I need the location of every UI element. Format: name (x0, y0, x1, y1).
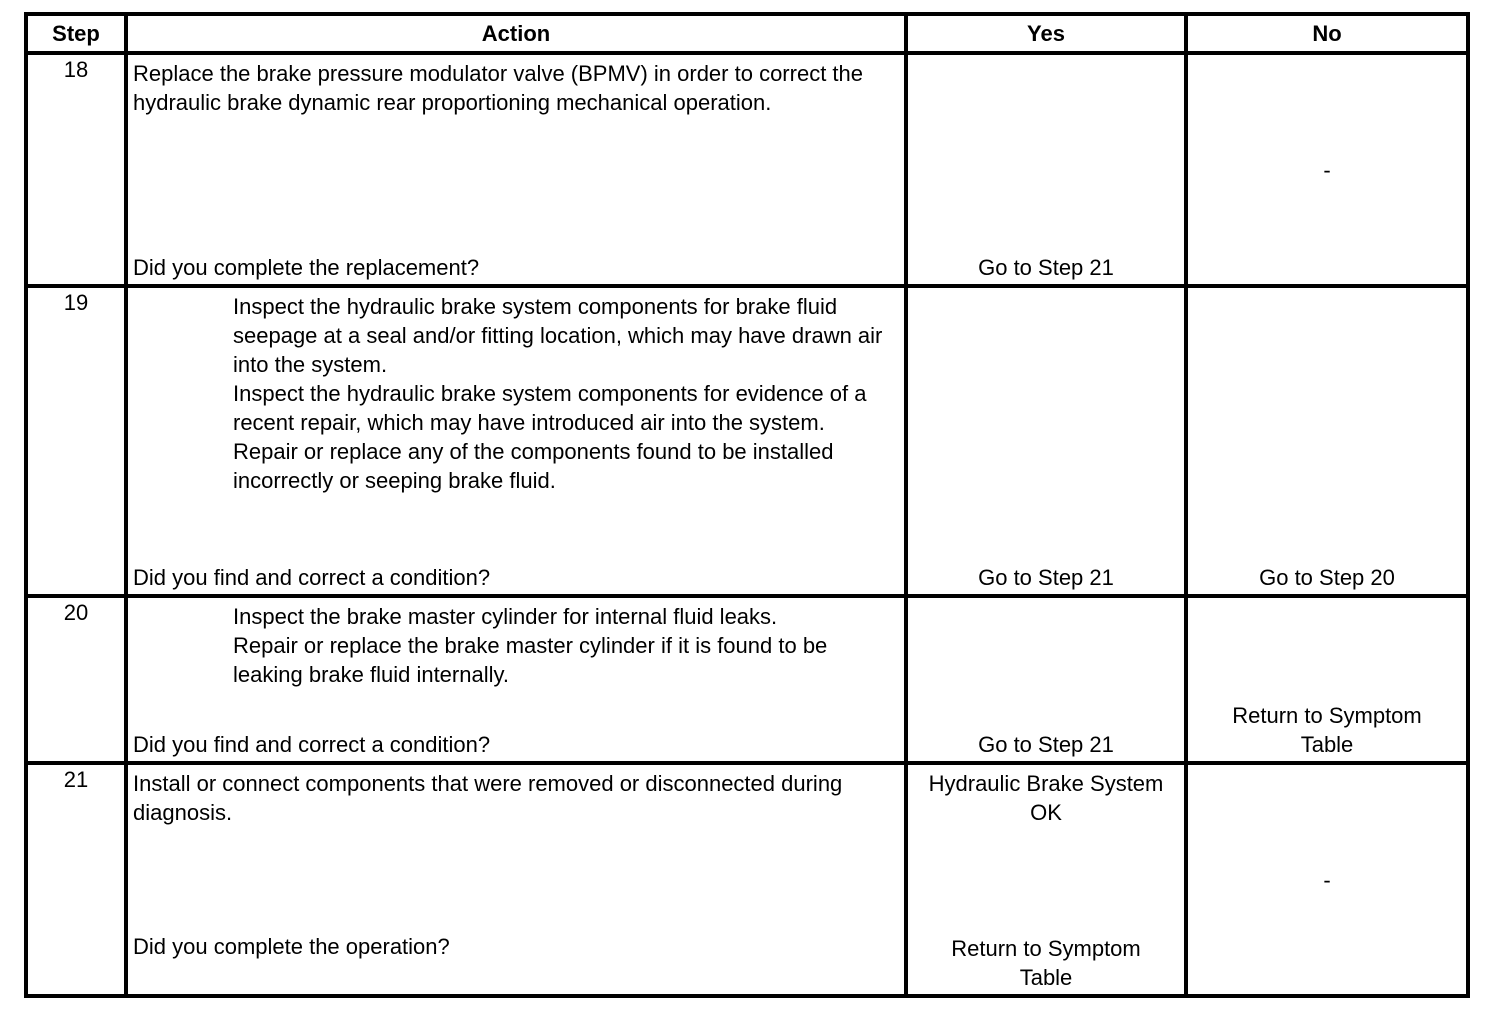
yes-result: Return to Symptom Table (951, 936, 1141, 990)
header-yes: Yes (906, 14, 1186, 53)
no-cell (1186, 53, 1468, 286)
yes-cell (906, 763, 1186, 996)
table-row (26, 286, 1468, 596)
diagnostic-table (24, 12, 1470, 998)
yes-result: Go to Step 21 (978, 732, 1114, 757)
action-item: Inspect the hydraulic brake system components for brake fluid seepage at a seal and/or fitting location, which may have drawn air into the system. (233, 294, 883, 377)
header-row (26, 14, 1468, 53)
no-result: Go to Step 20 (1259, 565, 1395, 590)
step-number: 19 (26, 286, 126, 596)
yes-cell (906, 596, 1186, 763)
step-number: 21 (26, 763, 126, 996)
header-no: No (1186, 14, 1468, 53)
yes-result-top: Hydraulic Brake System OK (928, 771, 1164, 825)
yes-result: Go to Step 21 (978, 255, 1114, 280)
action-text: Replace the brake pressure modulator valve (BPMV) in order to correct the hydraulic brake dynamic rear proportioning mechanical operation. (133, 61, 863, 115)
action-cell (126, 286, 906, 596)
yes-cell (906, 53, 1186, 286)
step-number: 18 (26, 53, 126, 286)
no-cell (1186, 286, 1468, 596)
action-item: Inspect the brake master cylinder for internal fluid leaks. (233, 604, 778, 629)
no-cell (1186, 596, 1468, 763)
action-item: Repair or replace any of the components found to be installed incorrectly or seeping brake fluid. (233, 439, 834, 493)
action-cell (126, 763, 906, 996)
question-text: Did you find and correct a condition? (133, 565, 491, 590)
no-result: Return to Symptom Table (1232, 703, 1422, 757)
header-step: Step (26, 14, 126, 53)
table-row (26, 763, 1468, 996)
header-action: Action (126, 14, 906, 53)
no-cell (1186, 763, 1468, 996)
no-result: - (1323, 867, 1331, 892)
yes-cell (906, 286, 1186, 596)
table-row (26, 53, 1468, 286)
question-text: Did you complete the operation? (133, 934, 450, 959)
action-item: Inspect the hydraulic brake system components for evidence of a recent repair, which may have introduced air into the system. (233, 381, 867, 435)
no-result: - (1323, 157, 1331, 182)
question-text: Did you find and correct a condition? (133, 732, 491, 757)
action-cell (126, 53, 906, 286)
action-cell (126, 596, 906, 763)
question-text: Did you complete the replacement? (133, 255, 480, 280)
step-number: 20 (26, 596, 126, 763)
action-item: Repair or replace the brake master cylinder if it is found to be leaking brake fluid internally. (233, 633, 828, 687)
table-row (26, 596, 1468, 763)
yes-result: Go to Step 21 (978, 565, 1114, 590)
action-text: Install or connect components that were removed or disconnected during diagnosis. (133, 771, 843, 825)
